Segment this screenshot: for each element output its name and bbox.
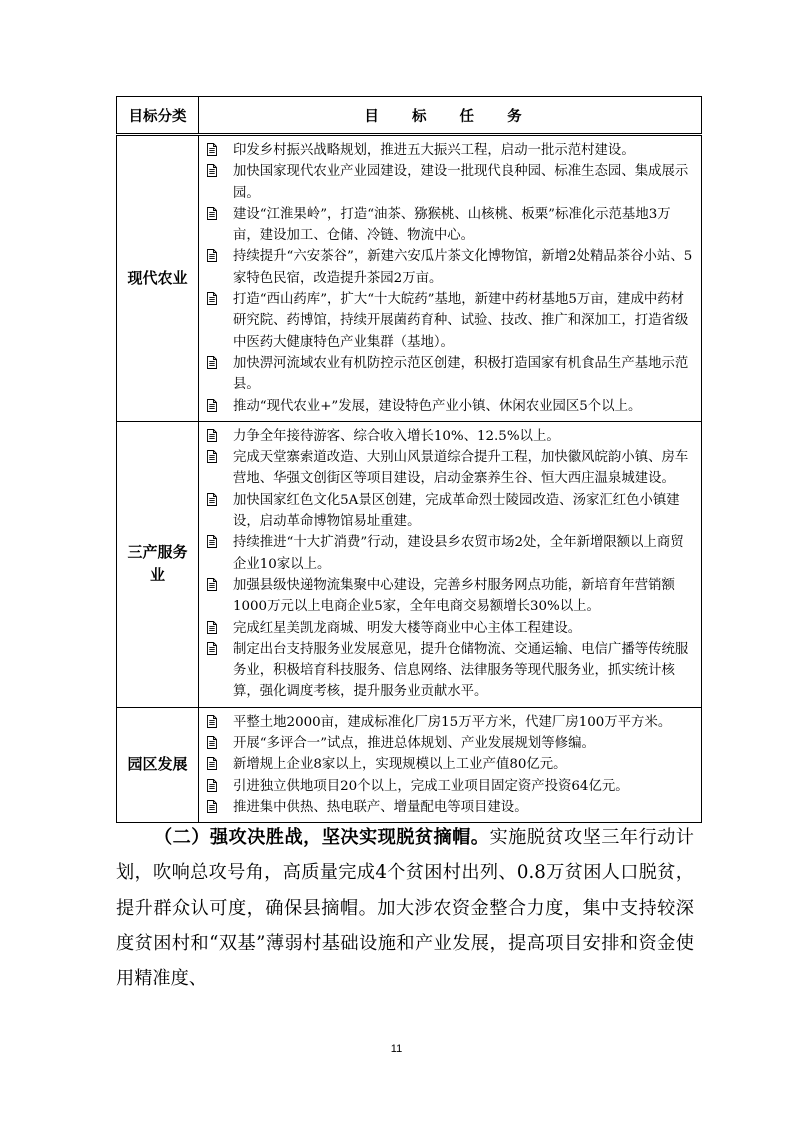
- list-item: [207, 797, 695, 818]
- list-item: [207, 204, 695, 247]
- task-text: 制定出台支持服务业发展意见，提升仓储物流、交通运输、电信广播等传统服务业，积极培育科技服务、信息网络、法律服务等现代服务业，抓实统计核算，强化调度考核，提升服务业贡献水平。: [233, 641, 689, 700]
- list-item: [207, 353, 695, 396]
- document-icon: [207, 535, 217, 548]
- page-number: 11: [390, 1043, 403, 1055]
- paragraph-text: 实施脱贫攻坚三年行动计划，吹响总攻号角，高质量完成4个贫困村出列、0.8万贫困人口脱贫，提升群众认可度，确保县摘帽。加大涉农资金整合力度，集中支持较深度贫困村和“双基”薄弱村基础设施和产业发展，提高项目安排和资金使用精准度、: [116, 827, 694, 990]
- document-icon: [207, 621, 217, 634]
- task-text: 建设“江淮果岭”，打造“油茶、猕猴桃、山核桃、板栗”标准化示范基地3万亩，建设加工、仓储、冷链、物流中心。: [233, 206, 671, 244]
- document-icon: [207, 800, 217, 813]
- document-icon: [207, 757, 217, 770]
- task-text: 平整土地2000亩，建成标准化厂房15万平方米，代建厂房100万平方米。: [233, 714, 672, 730]
- task-list: [207, 712, 695, 818]
- list-item: [207, 575, 695, 618]
- document-icon: [207, 356, 217, 369]
- task-list: [207, 140, 695, 417]
- document-icon: [207, 715, 217, 728]
- task-text: 完成天堂寨索道改造、大别山风景道综合提升工程，加快徽风皖韵小镇、房车营地、华强文创街区等项目建设，启动金寨养生谷、恒大西庄温泉城建设。: [233, 450, 689, 487]
- document-icon: [207, 143, 217, 156]
- list-item: [207, 754, 695, 775]
- document-icon: [207, 578, 217, 591]
- document-icon: [207, 642, 217, 655]
- category-cell: 三产服务业: [117, 421, 199, 707]
- task-text: 持续推进“十大扩消费”行动，建设县乡农贸市场2处，全年新增限额以上商贸企业10家以上。: [233, 535, 684, 572]
- task-text: 持续提升“六安茶谷”，新建六安瓜片茶文化博物馆，新增2处精品茶谷小站、5家特色民宿，改造提升茶园2万亩。: [233, 249, 693, 286]
- task-text: 加快国家红色文化5A景区创建，完成革命烈士陵园改造、汤家汇红色小镇建设，启动革命博物馆易址重建。: [233, 492, 680, 530]
- header-tasks: 目 标 任 务: [199, 97, 702, 135]
- document-icon: [207, 736, 217, 749]
- document-icon: [207, 399, 217, 412]
- task-text: 新增规上企业8家以上，实现规模以上工业产值80亿元。: [233, 757, 567, 773]
- category-cell: 现代农业: [117, 135, 199, 422]
- list-item: [207, 639, 695, 703]
- list-item: [207, 733, 695, 754]
- table-row: [117, 421, 702, 707]
- document-icon: [207, 164, 217, 177]
- task-text: 加快国家现代农业产业园建设，建设一批现代良种园、标准生态园、集成展示园。: [233, 164, 689, 201]
- task-text: 加强县级快递物流集聚中心建设，完善乡村服务网点功能，新培育年营销额1000万元以上电商企业5家，全年电商交易额增长30%以上。: [233, 577, 675, 615]
- document-icon: [207, 429, 217, 442]
- document-icon: [207, 450, 217, 463]
- list-item: [207, 396, 695, 417]
- task-text: 加快淠河流域农业有机防控示范区创建，积极打造国家有机食品生产基地示范县。: [233, 355, 689, 393]
- task-text: 完成红星美凯龙商城、明发大楼等商业中心主体工程建设。: [233, 620, 582, 636]
- table-row: [117, 707, 702, 822]
- task-text: 印发乡村振兴战略规划，推进五大振兴工程，启动一批示范村建设。: [233, 143, 635, 158]
- list-item: [207, 532, 695, 575]
- document-icon: [207, 292, 217, 305]
- list-item: [207, 447, 695, 490]
- task-text: 开展“多评合一”试点，推进总体规划、产业发展规划等修编。: [233, 736, 595, 752]
- section-heading: （二）强攻决胜战，坚决实现脱贫摘帽。: [154, 827, 490, 848]
- list-item: [207, 618, 695, 639]
- list-item: [207, 426, 695, 447]
- task-text: 力争全年接待游客、综合收入增长10%、12.5%以上。: [233, 428, 560, 444]
- body-paragraph: [116, 820, 694, 996]
- list-item: [207, 712, 695, 733]
- tasks-cell: [199, 135, 702, 422]
- document-icon: [207, 207, 217, 220]
- header-category: 目标分类: [117, 97, 199, 135]
- list-item: [207, 289, 695, 353]
- document-icon: [207, 779, 217, 792]
- list-item: [207, 140, 695, 161]
- list-item: [207, 490, 695, 533]
- category-cell: 园区发展: [117, 707, 199, 822]
- list-item: [207, 161, 695, 204]
- list-item: [207, 246, 695, 289]
- task-text: 引进独立供地项目20个以上，完成工业项目固定资产投资64亿元。: [233, 778, 629, 794]
- table-header-row: [117, 97, 702, 135]
- task-text: 推进集中供热、热电联产、增量配电等项目建设。: [233, 799, 528, 815]
- task-list: [207, 426, 695, 703]
- goals-table: [116, 96, 702, 823]
- task-text: 打造“西山药库”，扩大“十大皖药”基地，新建中药材基地5万亩，建成中药材研究院、药博馆，持续开展菌药育种、试验、技改、推广和深加工，打造省级中医药大健康特色产业集群（基地）。: [233, 292, 689, 350]
- list-item: [207, 776, 695, 797]
- tasks-cell: [199, 707, 702, 822]
- tasks-cell: [199, 421, 702, 707]
- document-icon: [207, 249, 217, 262]
- task-text: 推动“现代农业+”发展，建设特色产业小镇、休闲农业园区5个以上。: [233, 398, 642, 414]
- document-icon: [207, 493, 217, 506]
- table-row: [117, 135, 702, 422]
